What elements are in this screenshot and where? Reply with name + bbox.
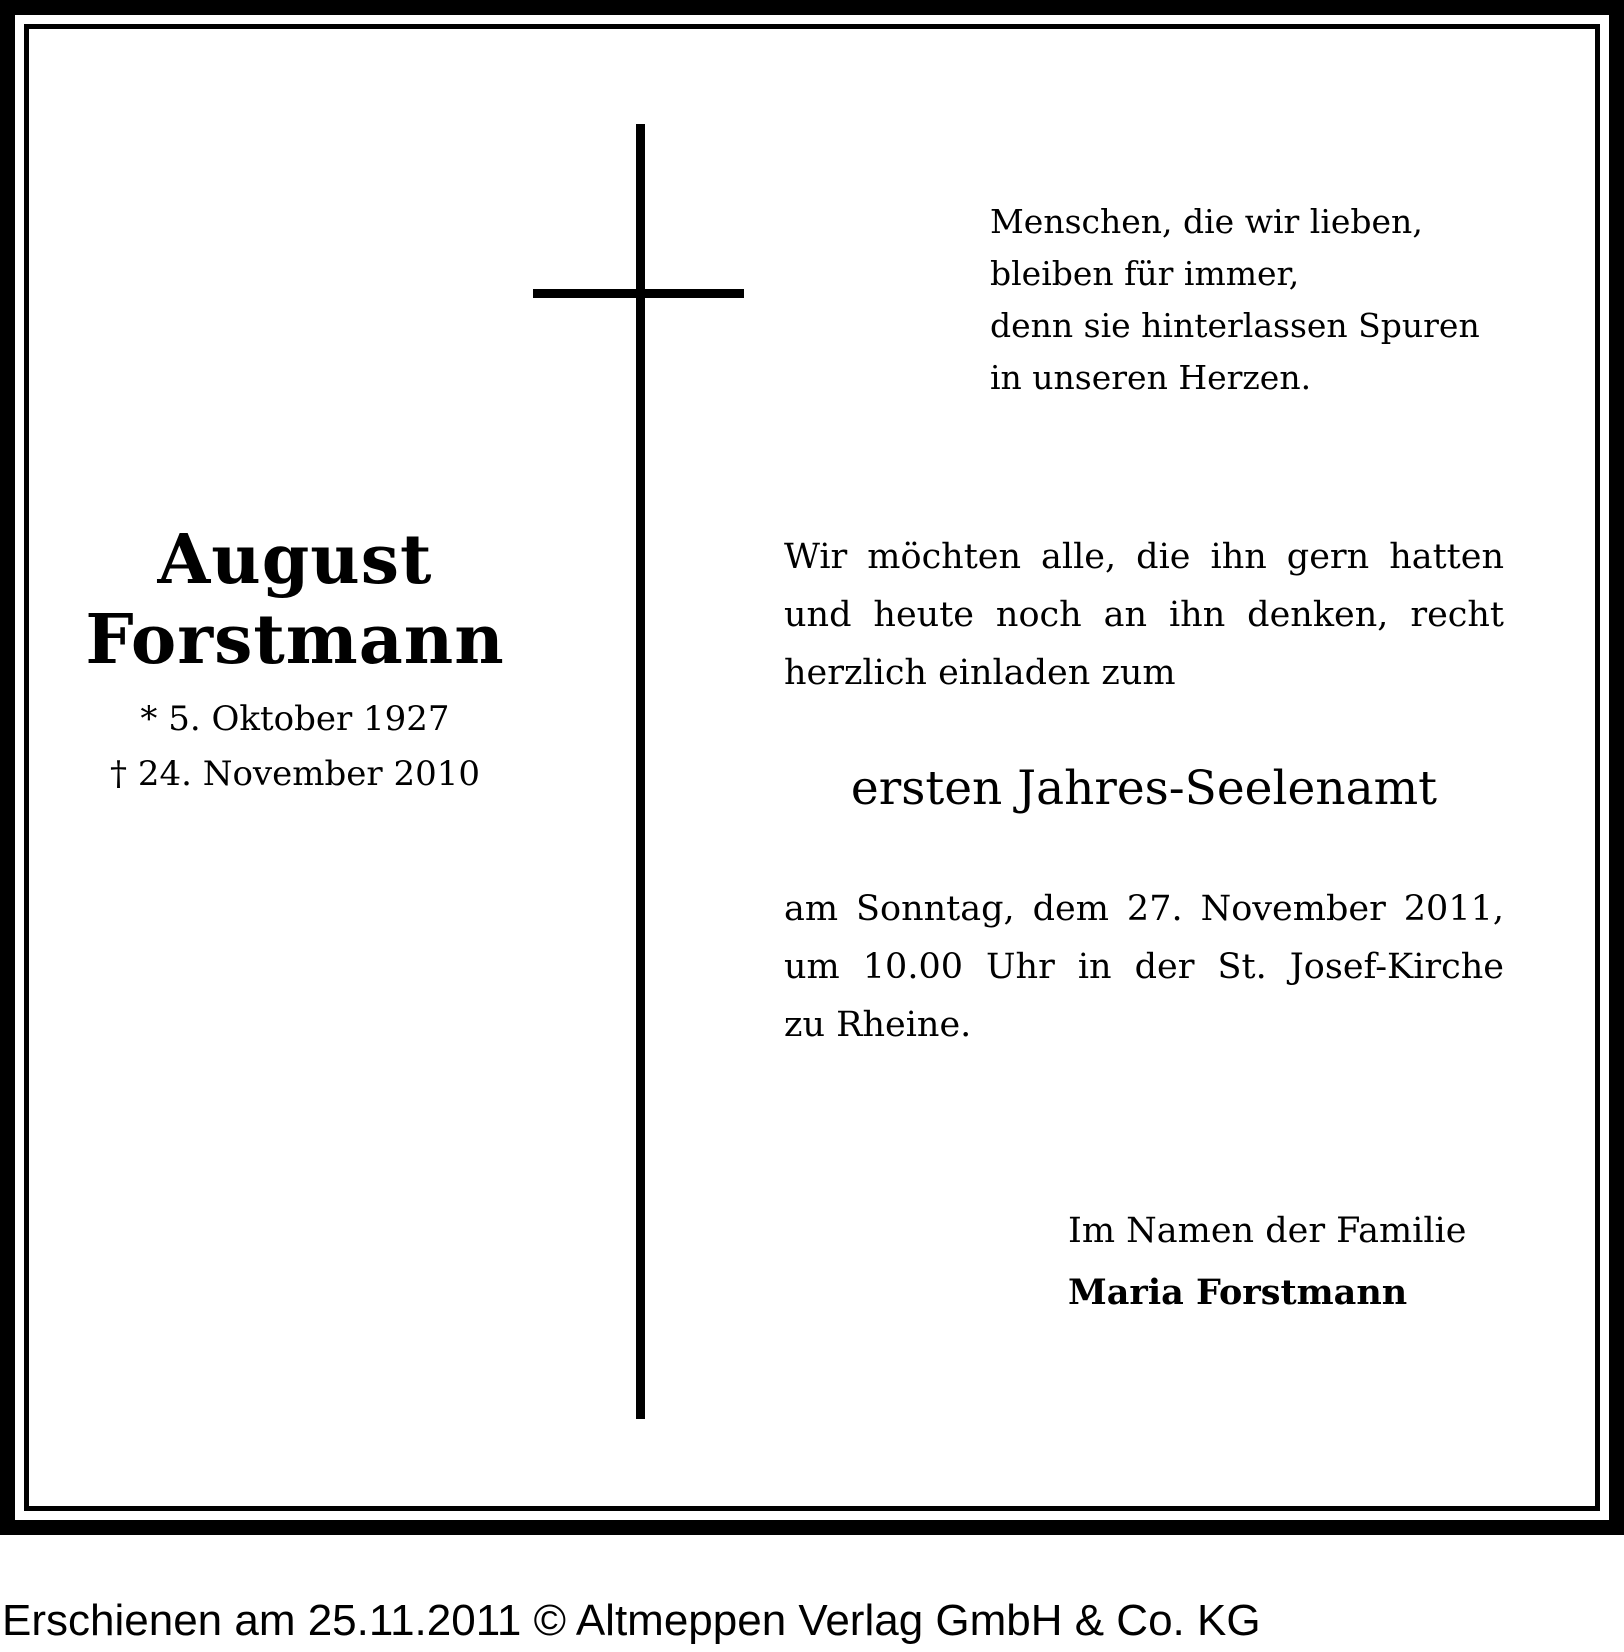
birth-date: * 5. Oktober 1927 — [140, 699, 450, 739]
family-signature — [1068, 1200, 1528, 1324]
invitation-line: und heute noch an ihn denken, recht — [784, 595, 1504, 635]
deceased-info — [60, 520, 530, 802]
memorial-mass-title: ersten Jahres-Seelenamt — [850, 761, 1438, 816]
deceased-last-name: Forstmann — [85, 600, 505, 680]
death-date: † 24. November 2010 — [110, 754, 480, 794]
cross-icon-horizontal-bar — [533, 289, 744, 298]
quote-line: in unseren Herzen. — [990, 358, 1312, 397]
invitation-line: herzlich einladen zum — [784, 653, 1176, 693]
memorial-quote — [990, 196, 1550, 404]
invitation-text — [784, 528, 1504, 702]
signature-name: Maria Forstmann — [1068, 1272, 1408, 1313]
service-detail-line: zu Rheine. — [784, 1005, 972, 1045]
service-details — [784, 880, 1504, 1054]
life-dates — [60, 692, 530, 802]
signature-intro: Im Namen der Familie — [1068, 1211, 1467, 1251]
service-detail-line: um 10.00 Uhr in der St. Josef-Kirche — [784, 947, 1504, 987]
invitation-line: Wir möchten alle, die ihn gern hatten — [784, 537, 1504, 577]
quote-line: denn sie hinterlassen Spuren — [990, 306, 1480, 345]
quote-line: bleiben für immer, — [990, 254, 1300, 293]
cross-icon-vertical-bar — [636, 124, 645, 1419]
deceased-first-name: August — [157, 520, 433, 600]
quote-line: Menschen, die wir lieben, — [990, 202, 1423, 241]
service-detail-line: am Sonntag, dem 27. November 2011, — [784, 889, 1504, 929]
publication-credit: Erschienen am 25.11.2011 © Altmeppen Verlag GmbH & Co. KG — [2, 1596, 1261, 1645]
